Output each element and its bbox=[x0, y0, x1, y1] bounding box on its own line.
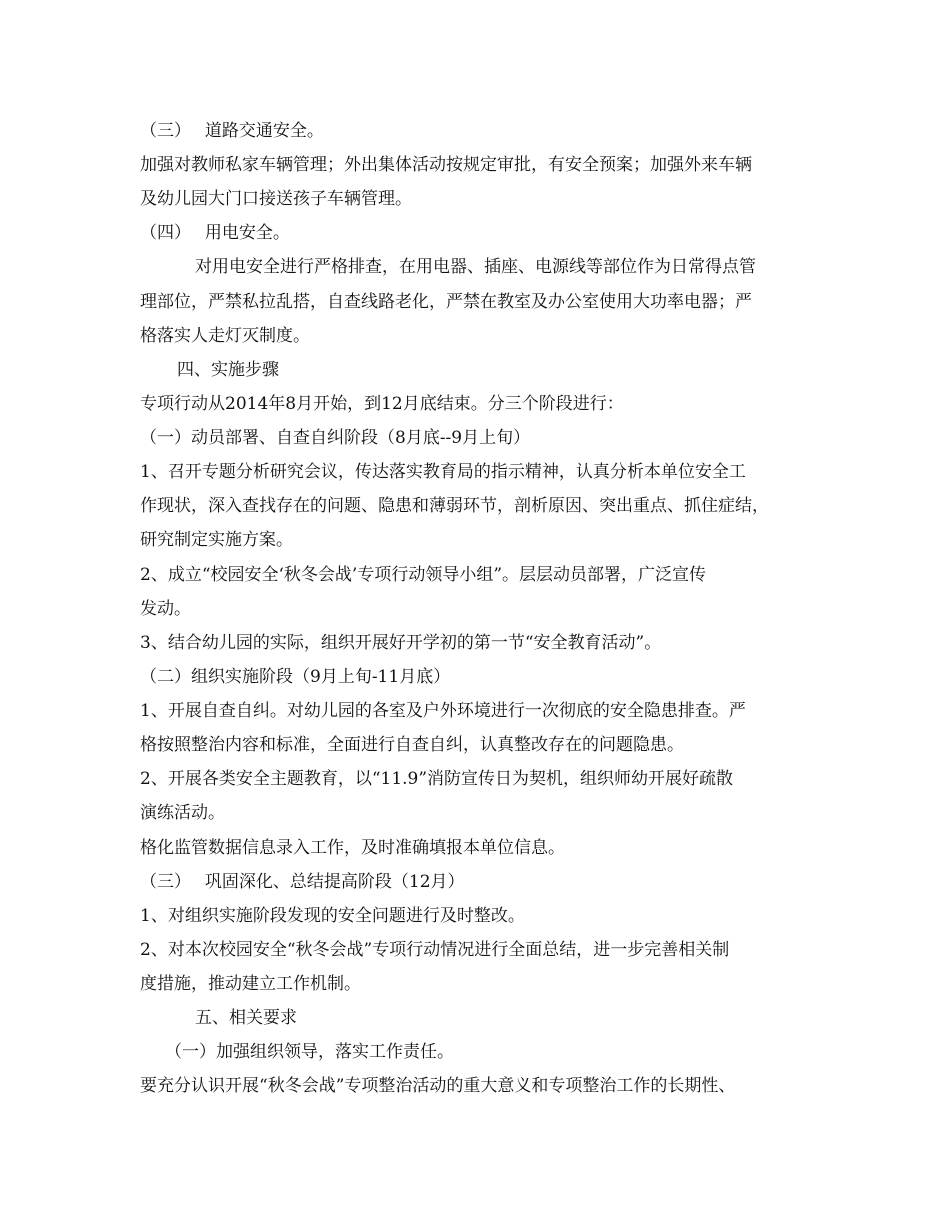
paragraph-line: 1、召开专题分析研究会议，传达落实教育局的指示精神，认真分析本单位安全工 bbox=[140, 462, 746, 482]
subsection-heading-road-safety: （三） 道路交通安全。 bbox=[140, 121, 324, 141]
paragraph-line: 2、成立“校园安全‘秋冬会战’专项行动领导小组”。层层动员部署，广泛宣传 bbox=[140, 565, 707, 585]
paragraph-line: 理部位，严禁私拉乱搭，自查线路老化，严禁在教室及办公室使用大功率电器；严 bbox=[140, 292, 752, 312]
paragraph-line: 格化监管数据信息录入工作，及时准确填报本单位信息。 bbox=[140, 838, 565, 858]
section-heading-requirements: 五、相关要求 bbox=[195, 1008, 297, 1028]
paragraph-line: 2、对本次校园安全“秋冬会战”专项行动情况进行全面总结，进一步完善相关制 bbox=[140, 940, 730, 960]
subsection-heading-organization: （一）加强组织领导，落实工作责任。 bbox=[165, 1042, 454, 1062]
paragraph-line: 格落实人走灯灭制度。 bbox=[140, 326, 310, 346]
subsection-heading-electrical-safety: （四） 用电安全。 bbox=[140, 223, 290, 243]
paragraph-line: 度措施，推动建立工作机制。 bbox=[140, 974, 361, 994]
subsection-heading-phase-one: （一）动员部署、自查自纠阶段（8月底--9月上旬） bbox=[140, 428, 531, 448]
paragraph-line: 作现状，深入查找存在的问题、隐患和薄弱环节，剖析原因、突出重点、抓住症结， bbox=[140, 496, 769, 516]
paragraph-line: 专项行动从2014年8月开始，到12月底结束。分三个阶段进行： bbox=[140, 394, 624, 414]
paragraph-line: 研究制定实施方案。 bbox=[140, 530, 293, 550]
subsection-heading-phase-two: （二）组织实施阶段（9月上旬-11月底） bbox=[140, 667, 451, 687]
paragraph-line: 1、开展自查自纠。对幼儿园的各室及户外环境进行一次彻底的安全隐患排查。严 bbox=[140, 701, 746, 721]
section-heading-implementation-steps: 四、实施步骤 bbox=[177, 360, 279, 380]
paragraph-line: 加强对教师私家车辆管理；外出集体活动按规定审批，有安全预案；加强外来车辆 bbox=[140, 155, 752, 175]
paragraph-line: 格按照整治内容和标准，全面进行自查自纠，认真整改存在的问题隐患。 bbox=[140, 735, 684, 755]
paragraph-line: 1、对组织实施阶段发现的安全问题进行及时整改。 bbox=[140, 906, 525, 926]
paragraph-line: 2、开展各类安全主题教育，以“11.9”消防宣传日为契机，组织师幼开展好疏散 bbox=[140, 769, 734, 789]
paragraph-line: 演练活动。 bbox=[140, 803, 225, 823]
paragraph-line: 及幼儿园大门口接送孩子车辆管理。 bbox=[140, 189, 412, 209]
paragraph-line: 3、结合幼儿园的实际，组织开展好开学初的第一节“安全教育活动”。 bbox=[140, 633, 662, 653]
paragraph-line: 对用电安全进行严格排查，在用电器、插座、电源线等部位作为日常得点管 bbox=[195, 257, 756, 277]
subsection-heading-phase-three: （三） 巩固深化、总结提高阶段（12月） bbox=[140, 872, 465, 892]
paragraph-line: 要充分认识开展“秋冬会战”专项整治活动的重大意义和专项整治工作的长期性、 bbox=[140, 1076, 736, 1096]
paragraph-line: 发动。 bbox=[140, 599, 191, 619]
